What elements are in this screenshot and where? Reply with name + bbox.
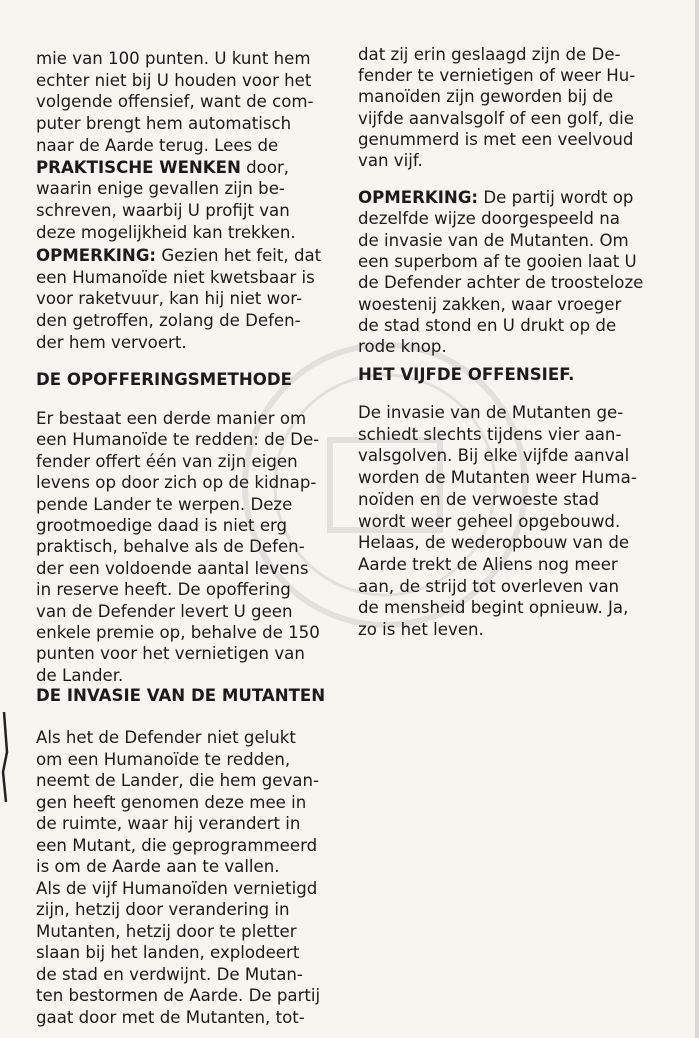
paragraph-line: ten bestormen de Aarde. De partij [36,986,321,1005]
paragraph-line: zo is het leven. [358,620,484,639]
paragraph-line: fender offert één van zijn eigen [36,451,298,471]
paragraph-line: volgende offensief, want de com- [36,92,314,112]
binding-marks [0,712,10,802]
paragraph-line [36,245,321,266]
paragraph-line: een Mutant, die geprogrammeerd [36,835,318,855]
paragraph-line: van de Defender levert U geen [36,601,293,621]
paragraph-line: gaat door met de Mutanten, tot- [36,1007,305,1027]
paragraph-line: fender te vernietigen of weer Hu- [358,66,636,86]
paragraph-line: Als de vijf Humanoïden vernietigd [36,878,318,898]
paragraph-line: woestenij zakken, waar vroeger [358,294,622,314]
text-run: Gezien het feit, dat [156,246,322,265]
paragraph-line [358,187,633,208]
paragraph-line: een Humanoïde niet kwetsbaar is [36,267,315,287]
paragraph-line: de mensheid begint opnieuw. Ja, [358,598,629,618]
paragraph-line: de stad en verdwijnt. De Mutan- [36,964,303,984]
paragraph-line: der hem vervoert. [36,332,187,352]
paragraph-line: Helaas, de wederopbouw van de [358,533,630,553]
paragraph-line: genummerd is met een veelvoud [358,129,634,149]
paragraph-line: rode knop. [358,337,447,357]
paragraph-line: praktisch, behalve als de Defen- [36,537,305,557]
paragraph-line: dezelfde wijze doorgespeeld na [358,209,620,229]
paragraph-line: schiedt slechts tijdens vier aan- [358,424,622,444]
paragraph-line: Mutanten, hetzij door te pletter [36,921,297,941]
paragraph-line: een Humanoïde te redden: de De- [36,430,320,450]
text-run: door, [240,157,290,177]
paragraph-line: slaan bij het landen, explodeert [36,943,300,962]
paragraph-line: zijn, hetzij door verandering in [36,900,290,919]
page-edge [695,0,699,1038]
paragraph-line: grootmoedige daad is niet erg [36,516,288,535]
paragraph-line: puter brengt hem automatisch [36,114,292,134]
bold-term: PRAKTISCHE WENKEN [36,157,241,177]
paragraph-line: Aarde trekt de Aliens nog meer [358,554,618,574]
paragraph-line: pende Lander te werpen. Deze [36,494,293,514]
paragraph-line: mie van 100 punten. U kunt hem [36,49,311,68]
bold-term: OPMERKING: [36,246,157,265]
text-run: De partij wordt op [478,188,634,207]
section-heading: DE OPOFFERINGSMETHODE [36,370,292,389]
paragraph-line [36,157,289,178]
paragraph-line: waarin enige gevallen zijn be- [36,179,285,199]
paragraph-line: de ruimte, waar hij verandert in [36,814,301,833]
paragraph-line: neemt de Lander, die hem gevan- [36,771,319,790]
paragraph-line: punten voor het vernietigen van [36,644,305,664]
paragraph-line: een superbom af te gooien laat U [358,251,637,271]
paragraph-line: wordt weer geheel opgebouwd. [358,511,621,531]
paragraph-line: om een Humanoïde te redden, [36,749,291,769]
paragraph-line: Er bestaat een derde manier om [36,409,307,428]
paragraph-line: noïden en de verwoeste stad [358,489,600,509]
paragraph-line: dat zij erin geslaagd zijn de De- [358,45,621,64]
section-heading: DE INVASIE VAN DE MUTANTEN [36,686,326,705]
paragraph-line: levens op door zich op de kidnap- [36,473,317,493]
paragraph-line: manoïden zijn geworden bij de [358,87,614,107]
paragraph-line: schreven, waarbij U profijt van [36,200,290,220]
paragraph-line: van vijf. [358,151,423,170]
paragraph-line: vijfde aanvalsgolf of een golf, die [358,108,634,128]
paragraph-line: den getroffen, zolang de Defen- [36,311,301,331]
paragraph-line: echter niet bij U houden voor het [36,70,312,90]
paragraph-line: in reserve heeft. De opoffering [36,580,291,600]
section-heading: HET VIJFDE OFFENSIEF. [358,365,575,384]
paragraph-line: Als het de Defender niet gelukt [36,728,296,747]
paragraph-line: De invasie van de Mutanten ge- [358,403,624,422]
paragraph-line: de invasie van de Mutanten. Om [358,230,629,250]
paragraph-line: de Lander. [36,665,124,685]
paragraph-line: is om de Aarde aan te vallen. [36,857,280,876]
bold-term: OPMERKING: [358,188,479,207]
paragraph-line: valsgolven. Bij elke vijfde aanval [358,446,630,466]
paragraph-line: enkele premie op, behalve de 150 [36,623,320,642]
paragraph-line: worden de Mutanten weer Huma- [358,468,637,488]
paragraph-line: voor raketvuur, kan hij niet wor- [36,289,303,309]
paragraph-line: gen heeft genomen deze mee in [36,792,307,812]
paragraph-line: de Defender achter de troosteloze [358,273,644,293]
paragraph-line: aan, de strijd tot overleven van [358,576,620,596]
paragraph-line: naar de Aarde terug. Lees de [36,135,279,155]
paragraph-line: de stad stond en U drukt op de [358,315,617,335]
paragraph-line: der een voldoende aantal levens [36,558,309,578]
paragraph-line: deze mogelijkheid kan trekken. [36,222,296,242]
